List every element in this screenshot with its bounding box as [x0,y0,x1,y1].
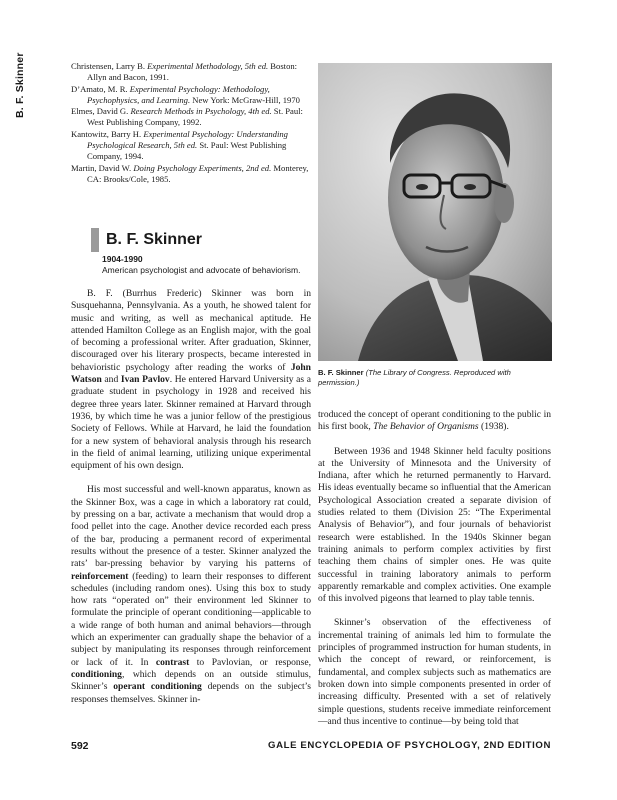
page-number: 592 [71,740,89,752]
reference-item: Christensen, Larry B. Experimental Methodology, 5th ed. Boston: Allyn and Bacon, 1991. [71,61,298,83]
running-head: B. F. Skinner [14,52,26,118]
right-column [318,409,551,740]
entry-heading-bar [91,228,99,252]
reference-item: Kantowitz, Barry H. Experimental Psychology: Understanding Psychological Research, 5th ed. St. Paul: West Publishing Company, 1994. [71,128,288,162]
left-column [71,288,311,718]
body-paragraph: His most successful and well-known apparatus, known as the Skinner Box, was a cage in which a laboratory rat could, by pressing on a bar, activate a mechanism that would drop a food pellet into the cage. Another device recorded each press of the bar, producing a permanent record of experimental results without the presence of a tester. Skinner analyzed the rats’ bar-pressing behavior by varying his patterns of reinforcement (feeding) to learn their responses to different schedules (including random ones). Using this box to study how rats “operated on” their environment led Skinner to formulate the principle of operant conditioning—applicable to a wide range of both human and animal behaviors—through which an experimenter can gradually shape the behavior of a subject by manipulating its responses through reinforcement or lack of it. In contrast to Pavlovian, or response, conditioning, which depends on an outside stimulus, Skinner’s operant conditioning depends on the subject’s responses themselves. Skinner in- [71,484,312,705]
reference-item: Martin, David W. Doing Psychology Experiments, 2nd ed. Monterey, CA: Brooks/Cole, 1985. [71,162,309,184]
body-paragraph-continued: troduced the concept of operant conditioning to the public in his first book, The Behavior of Organisms (1938). [318,409,551,433]
entry-dates: 1904-1990 [102,254,143,264]
photo-caption: B. F. Skinner (The Library of Congress. Reproduced with permission.) [318,368,511,387]
body-paragraph: B. F. (Burrhus Frederic) Skinner was born in Susquehanna, Pennsylvania. As a youth, he showed talent for music and writing, as well as mechanical aptitude. He attended Hamilton College as an English major, with the goal of becoming a professional writer. After graduation, Skinner, discouraged over his literary prospects, became interested in behavioristic psychology after reading the works of John Watson and Ivan Pavlov. He entered Harvard University as a graduate student in psychology in 1928 and received his degree three years later. Skinner remained at Harvard through 1936, by which time he was a junior fellow of the prestigious Society of Fellows. While at Harvard, he laid the foundation for a new system of behavioral analysis through his research in the field of animal learning, utilizing unique experimental equipment of his own design. [71,288,311,472]
footer-title: GALE ENCYCLOPEDIA OF PSYCHOLOGY, 2ND EDITION [268,740,551,751]
body-paragraph: Skinner’s observation of the effectiveness of incremental training of animals led him to formulate the principles of programmed instruction for human students, in which the concept of reward, or reinforcement, is fundamental, and complex subjects such as mathematics are broken down into simple components presented in order of increasing difficulty. Presented with a set of relatively simple questions, students receive immediate reinforcement—and thus incentive to continue—by being told that [318,617,551,727]
reference-item: D’Amato, M. R. Experimental Psychology: Methodology, Psychophysics, and Learning. New York: McGraw-Hill, 1970 [71,83,300,105]
portrait-photo [318,63,552,361]
reference-item: Elmes, David G. Research Methods in Psychology, 4th ed. St. Paul: West Publishing Company, 1992. [71,106,303,128]
portrait-image [318,63,552,361]
entry-description: American psychologist and advocate of behaviorism. [102,265,301,275]
reference-list [71,61,311,185]
body-paragraph: Between 1936 and 1948 Skinner held faculty positions at the University of Minnesota and the University of Indiana, after which he returned permanently to Harvard. His ideas eventually became so influential that the American Psychological Association created a separate division of studies related to them (Division 25: “The Experimental Analysis of Behavior”), and four journals of behaviorist research were established. In the 1940s Skinner began training animals to perform complex activities by first teaching them chains of simpler ones. He was quite successful in training laboratory animals to perform apparently remarkable and complex activities. One example of this involved pigeons that learned to play table tennis. [318,445,551,605]
entry-title: B. F. Skinner [106,231,203,248]
